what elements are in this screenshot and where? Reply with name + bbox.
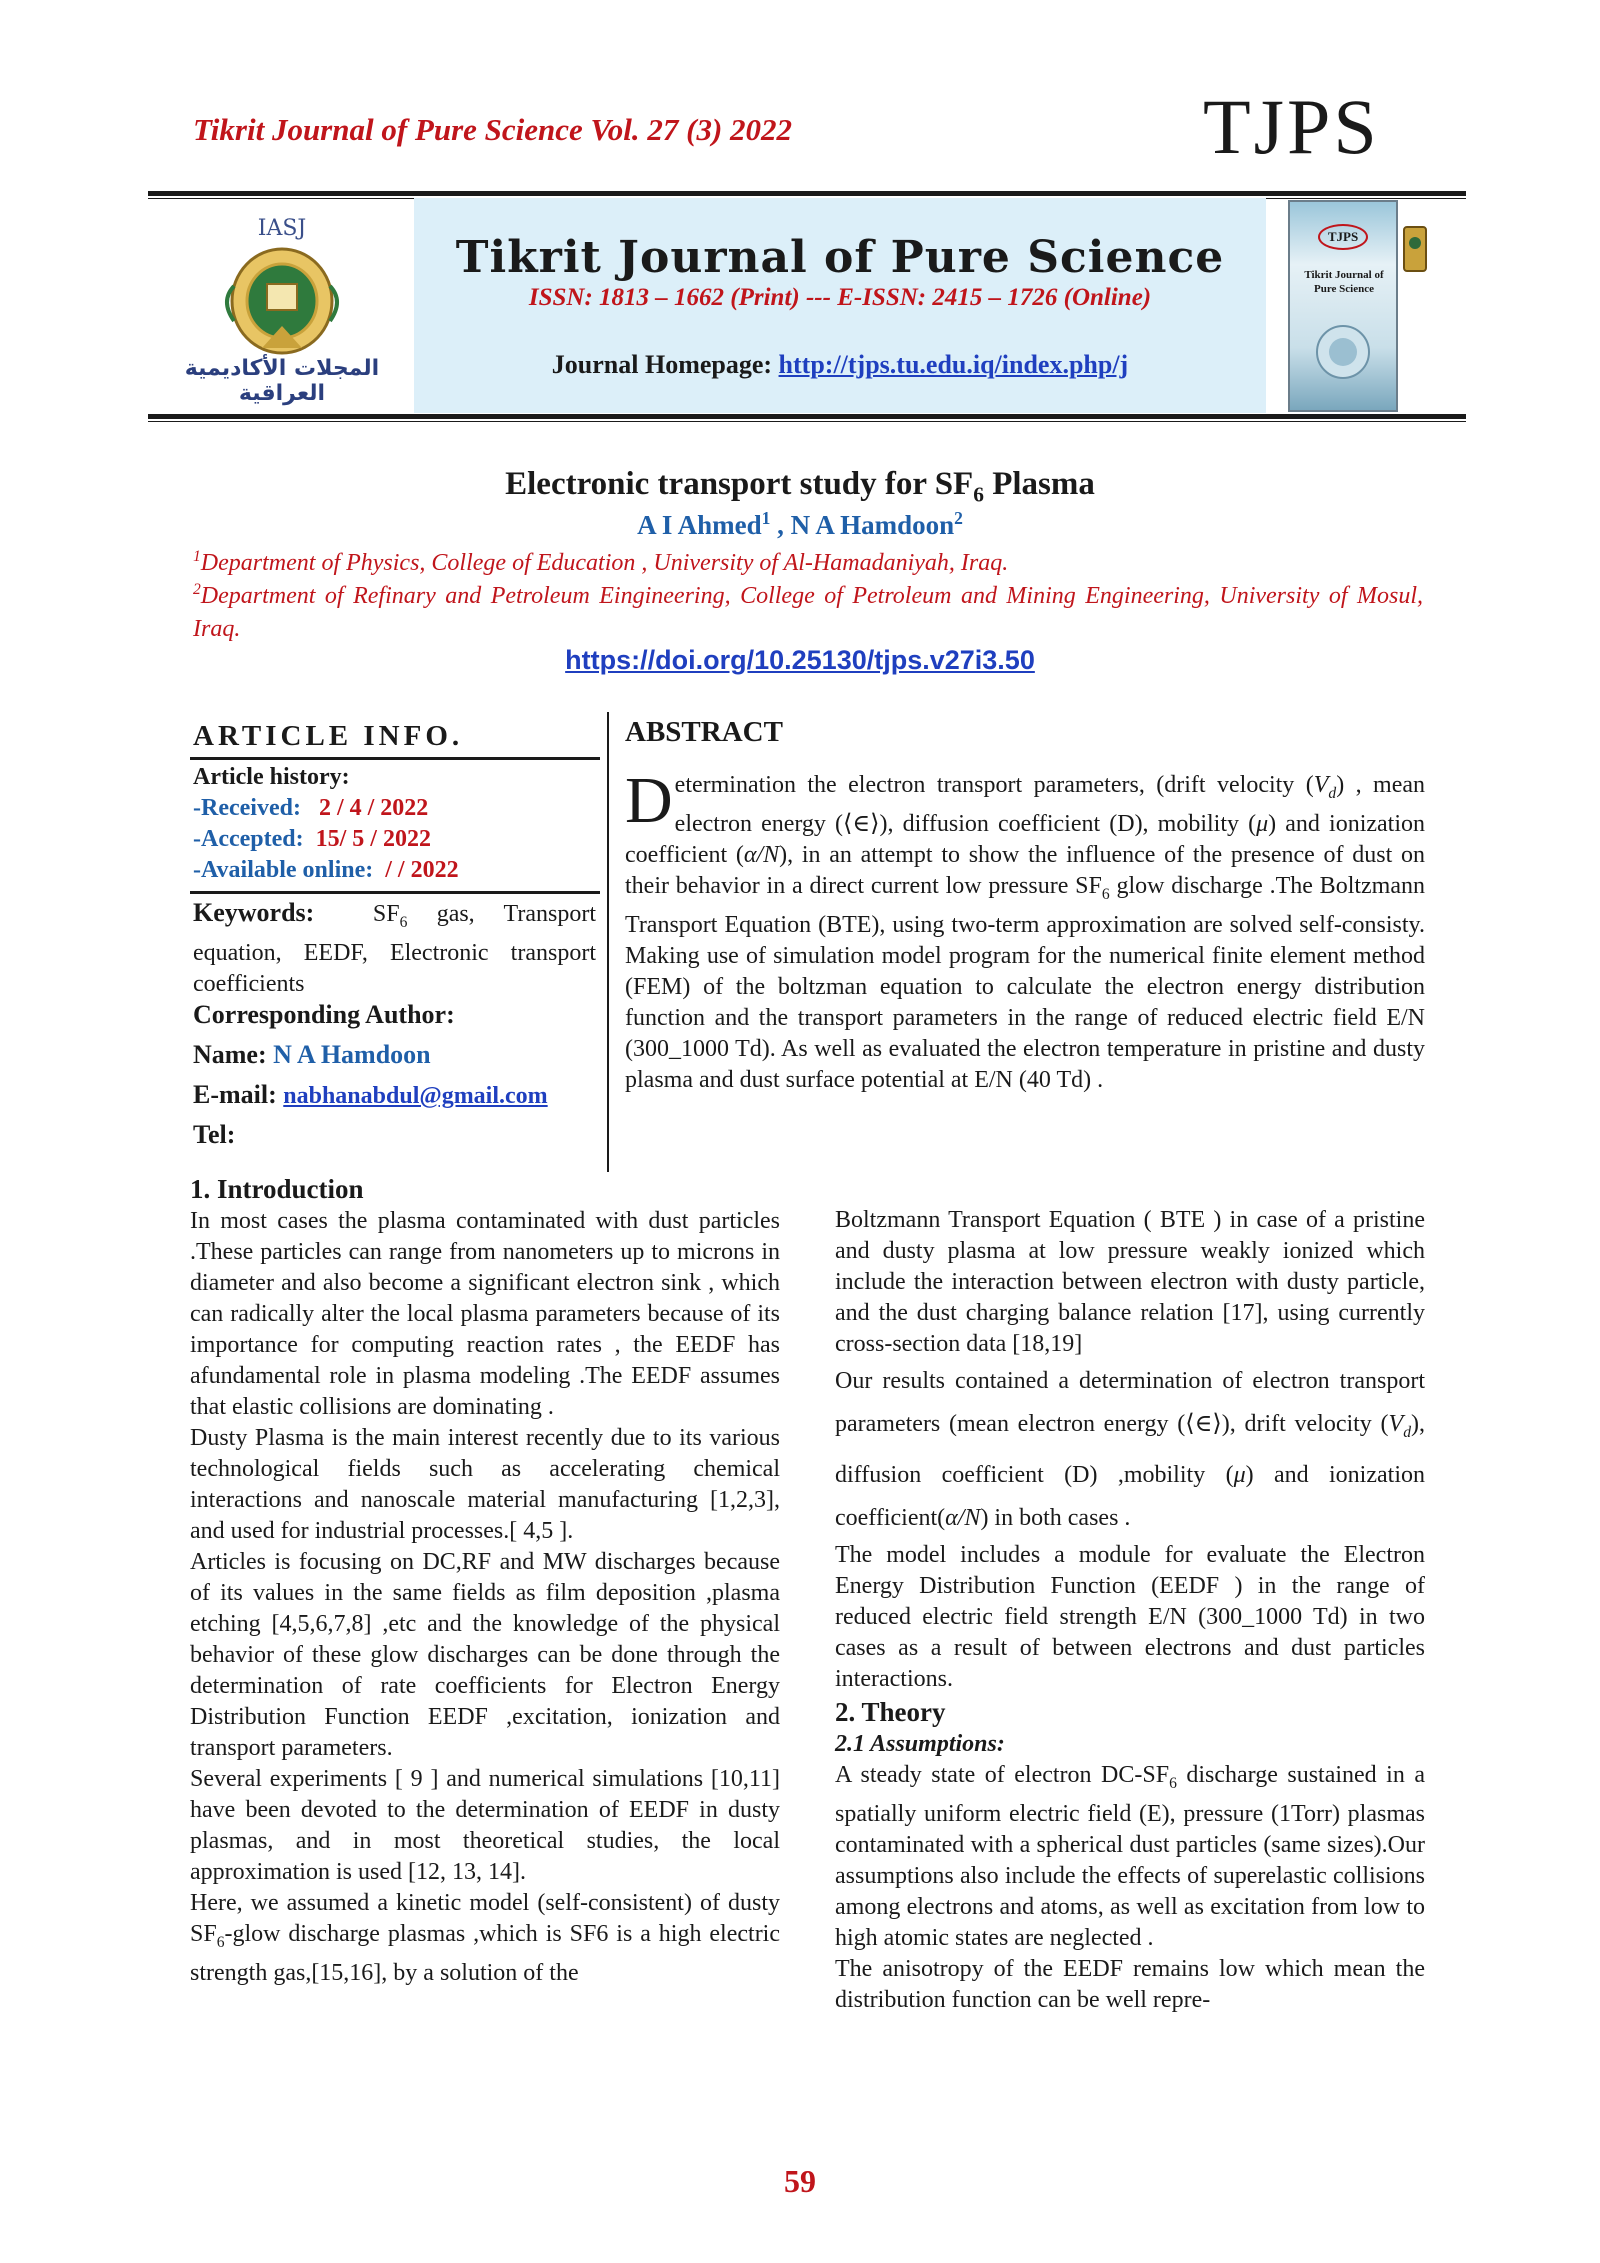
available-date: -Available online: / / 2022 [193,857,459,883]
intro-paragraph-5: Here, we assumed a kinetic model (self-consistent) of dusty $SF_6$-glow discharge plasmas ,which is SF6 is a high electric strength gas,[15,16], by a solution of the [190,1890,780,1986]
body-left-column [190,1172,780,1989]
assumptions-heading: 2.1 Assumptions: [835,1730,1005,1757]
abstract-heading: ABSTRACT [625,716,783,748]
university-crest-icon [1400,225,1430,275]
affiliation-2: $^2$Department of Refinary and Petroleum Eingineering, College of Petroleum and Mining Engineering, University of Mosul, Iraq. [193,581,1423,642]
logo-caption-bottom: المجلات الأكاديمية العراقية [184,356,380,406]
doi-link[interactable]: https://doi.org/10.25130/tjps.v27i3.50 [565,645,1035,675]
accepted-date: -Accepted: 15/ 5 / 2022 [193,826,431,852]
homepage-label: Journal Homepage: [551,350,773,379]
received-date: -Received: 2 / 4 / 2022 [193,795,429,821]
journal-acronym: TJPS [1203,83,1380,170]
email-link[interactable]: nabhanabdul@gmail.com [283,1083,548,1109]
iasj-logo [150,206,414,406]
body-paragraph-5: The anisotropy of the EEDF remains low which mean the distribution function can be well repre- [835,1955,1425,2013]
body-paragraph-3: The model includes a module for evaluate the Electron Energy Distribution Function (EEDF ) in the range of reduced electric field strength E/N (300_1000 Td) in two cases as a result of between electrons and dust particles interactions. [835,1541,1425,1692]
logo-caption-top: IASJ [257,216,307,241]
article-info-heading: ARTICLE INFO. [193,720,464,752]
page-number: 59 [784,2163,816,2199]
intro-paragraph-3: Articles is focusing on DC,RF and MW discharges because of its values in the same fields as film deposition ,plasma etching [4,5,6,7,8] ,etc and the knowledge of the physical behavior of these glow discharges can be done through the determination of rate coefficients for Electron Energy Distribution Function EEDF ,excitation, ionization and transport parameters. [190,1549,780,1761]
cover-title-line2: Pure Science [1314,283,1374,295]
author-1: A I Ahmed [637,510,762,540]
article-info-rule-bottom [190,891,600,894]
intro-paragraph-4: Several experiments [ 9 ] and numerical simulations [10,11] have been devoted to the determination of EEDF in dusty plasmas, and in most theoretical studies, the local approximation is used [12, 13, 14]. [190,1766,780,1885]
journal-homepage [414,350,1266,380]
intro-paragraph-2: Dusty Plasma is the main interest recently due to its various technological fields such as accelerating chemical interactions and nanoscale material manufacturing [1,2,3], and used for industrial processes.[ 4,5 ]. [190,1425,780,1544]
author-list: A I Ahmed$^1$ , N A Hamdoon$^2$ [637,508,963,540]
corresponding-tel: Tel: [193,1120,236,1149]
body-right-column [835,1205,1425,2016]
body-paragraph-1: Boltzmann Transport Equation ( BTE ) in case of a pristine and dusty plasma at low pressure weakly ionized which include the interaction between electron with dusty particle, and the dust charging balance relation [17], using currently cross-section data [18,19] [835,1207,1425,1357]
cover-title-line1: Tikrit Journal of [1304,269,1384,281]
intro-paragraph-1: In most cases the plasma contaminated with dust particles .These particles can range from nanometers up to microns in diameter and also become a significant electron sink , which can radically alter the local plasma parameters because of its importance for computing reaction rates , the EEDF has afundamental role in plasma modeling .The EEDF assumes that elastic collisions are dominating . [190,1208,780,1420]
cover-label: TJPS [1318,224,1368,250]
cover-artwork-icon [1290,312,1396,392]
abstract-dropcap: D [625,764,673,837]
affiliation-1: $^1$Department of Physics, College of Education , University of Al-Hamadaniyah, Iraq. [193,548,1009,576]
corresponding-email: E-mail: nabhanabdul@gmail.com [193,1080,548,1109]
bottom-rule-thin [148,421,1466,422]
top-rule [148,191,1466,196]
corresponding-name: Name: N A Hamdoon [193,1040,431,1069]
author-2: N A Hamdoon [790,510,955,540]
corresponding-author-label: Corresponding Author: [193,1000,455,1029]
bottom-rule [148,414,1466,419]
banner-journal-title: Tikrit Journal of Pure Science [455,232,1225,283]
issn-line: ISSN: 1813 – 1662 (Print) --- E-ISSN: 2415 – 1726 (Online) [528,284,1152,311]
journal-cover-thumbnail [1288,200,1398,412]
paper-title: Electronic transport study for $SF_6$ Plasma [505,466,1095,507]
theory-heading: 2. Theory [835,1696,946,1727]
article-info-rule-top [190,757,600,760]
body-paragraph-2: Our results contained a determination of electron transport parameters (mean electron energy (⟨∈⟩), drift velocity $(V_d)$, diffusion coefficient (D) ,mobility (μ) and ionization coefficient(α/N) in both cases . [835,1368,1425,1531]
homepage-link[interactable]: http://tjps.tu.edu.iq/index.php/j [778,350,1129,379]
abstract-text: Determination the electron transport parameters, (drift velocity $(V_d)$ , mean electron energy (⟨∈⟩), diffusion coefficient (D), mobility (μ) and ionization coefficient (α/N), in an attempt to show the influence of the presence of dust on their behavior in a direct current low pressure $SF_6$ glow discharge .The Boltzmann Transport Equation (BTE), using two-term approximation are solved self-consisty. Making use of simulation model program for the numerical finite element method (FEM) of the boltzman equation to calculate the electron energy distribution function and the transport parameters in the range of reduced electric field E/N (300_1000 Td). As well as evaluated the electron temperature in pristine and dusty plasma and dust surface potential at E/N (40 Td) . [625,764,1425,1093]
article-history [193,762,603,886]
history-label: Article history: [193,764,350,790]
introduction-heading: 1. Introduction [190,1174,364,1204]
keywords: Keywords: $SF_6$ gas, Transport equation, EEDF, Electronic transport coefficients [193,898,596,997]
column-divider [607,712,609,1172]
journal-volume-line: Tikrit Journal of Pure Science Vol. 27 (3) 2022 [193,112,793,147]
body-paragraph-4: A steady state of electron $DC-SF_6$ discharge sustained in a spatially uniform electric field (E), pressure (1Torr) plasmas contaminated with a spherical dust particles (same sizes).Our assumptions also include the effects of superelastic collisions among electrons and atoms, as well as excitation from low to high atomic states are neglected . [835,1761,1425,1951]
